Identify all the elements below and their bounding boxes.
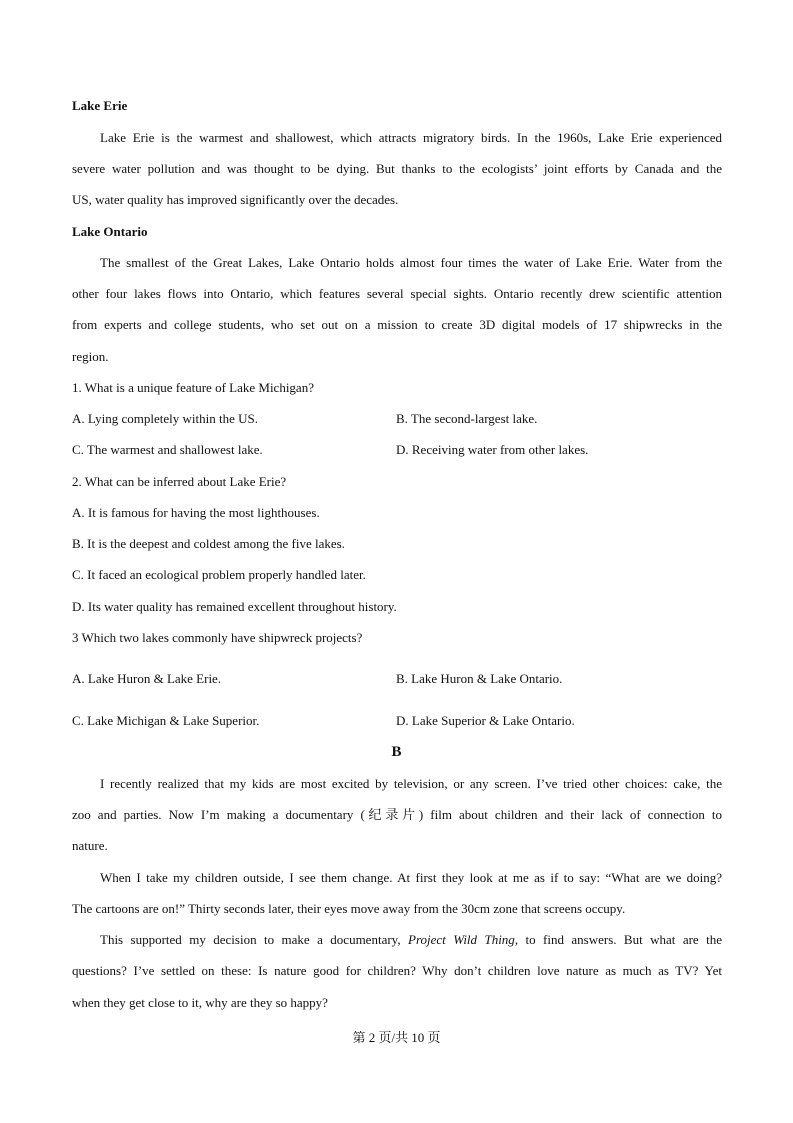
lake-erie-text-line: Lake Erie is the warmest and shallowest, which attracts migratory birds. In the 1960s, Lake Erie experienced xyxy=(100,130,722,145)
question-stem: 3 Which two lakes commonly have shipwreck projects? xyxy=(72,630,363,645)
question-option: A. It is famous for having the most lighthouses. xyxy=(72,505,320,520)
question-option: A. Lying completely within the US. xyxy=(72,411,258,426)
lake-ontario-text-line: from experts and college students, who set out on a mission to create 3D digital models of 17 shipwrecks in the xyxy=(72,317,722,332)
question-stem: 1. What is a unique feature of Lake Michigan? xyxy=(72,380,314,395)
question-stem: 2. What can be inferred about Lake Erie? xyxy=(72,474,287,489)
lake-ontario-heading: Lake Ontario xyxy=(72,224,148,239)
passage-b-text: , to find answers. But what are the xyxy=(514,932,722,947)
passage-b-text-line: when they get close to it, why are they so happy? xyxy=(72,995,328,1010)
question-option: C. The warmest and shallowest lake. xyxy=(72,442,263,457)
page-footer: 第 2 页/共 10 页 xyxy=(352,1030,441,1045)
question-option: D. Its water quality has remained excellent throughout history. xyxy=(72,599,397,614)
question-option: B. The second-largest lake. xyxy=(396,411,538,426)
lake-erie-text-line: US, water quality has improved significantly over the decades. xyxy=(72,192,399,207)
documentary-title: Project Wild Thing xyxy=(408,932,515,947)
passage-b-text-line: questions? I’ve settled on these: Is nature good for children? Why don’t children love nature as much as TV? Yet xyxy=(72,963,722,978)
section-b-label: B xyxy=(391,744,402,760)
lake-ontario-text-line: The smallest of the Great Lakes, Lake Ontario holds almost four times the water of Lake Erie. Water from the xyxy=(100,255,722,270)
passage-b-text-line: I recently realized that my kids are most excited by television, or any screen. I’ve tried other choices: cake, the xyxy=(100,776,722,791)
question-option: B. It is the deepest and coldest among the five lakes. xyxy=(72,536,345,551)
lake-ontario-text-line: region. xyxy=(72,349,109,364)
lake-ontario-text-line: other four lakes flows into Ontario, which features several special sights. Ontario recently drew scientific attention xyxy=(72,286,722,301)
question-option: A. Lake Huron & Lake Erie. xyxy=(72,671,222,686)
passage-b-text: This supported my decision to make a documentary, xyxy=(100,932,408,947)
question-option: D. Lake Superior & Lake Ontario. xyxy=(396,713,575,728)
passage-b-text-line: When I take my children outside, I see them change. At first they look at me as if to say: “What are we doing? xyxy=(100,870,722,885)
lake-erie-text-line: severe water pollution and was thought to be dying. But thanks to the ecologists’ joint efforts by Canada and the xyxy=(72,161,722,176)
question-option: C. Lake Michigan & Lake Superior. xyxy=(72,713,260,728)
question-option: D. Receiving water from other lakes. xyxy=(396,442,589,457)
passage-b-text-line xyxy=(100,932,722,948)
passage-b-text-line: nature. xyxy=(72,838,108,853)
lake-erie-heading: Lake Erie xyxy=(72,98,128,113)
question-option: C. It faced an ecological problem properly handled later. xyxy=(72,567,366,582)
passage-b-text-line: zoo and parties. Now I’m making a documentary (纪录片) film about children and their lack of connection to xyxy=(72,807,722,822)
question-option: B. Lake Huron & Lake Ontario. xyxy=(396,671,563,686)
passage-b-text-line: The cartoons are on!” Thirty seconds later, their eyes move away from the 30cm zone that screens occupy. xyxy=(72,901,626,916)
